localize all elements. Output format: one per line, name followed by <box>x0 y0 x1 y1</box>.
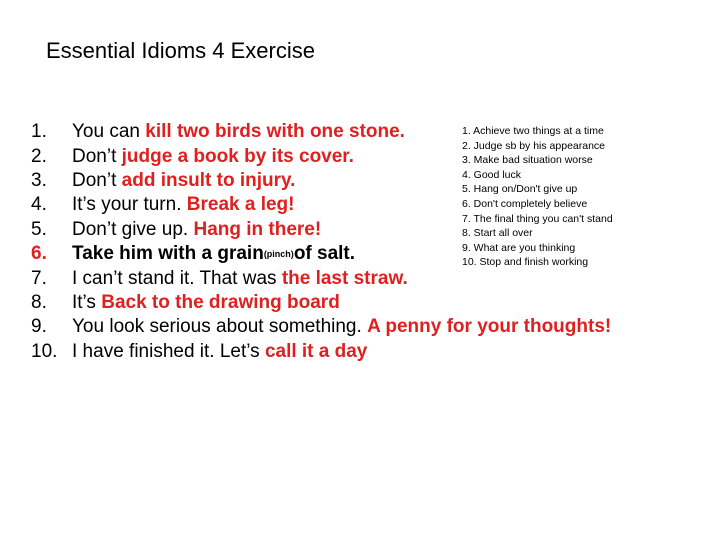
item-number: 7. <box>31 267 47 289</box>
item-number: 9. <box>31 316 47 338</box>
sentence-text: It’s <box>72 291 96 313</box>
idiom-text: of salt. <box>293 243 356 265</box>
exercise-item <box>31 291 611 315</box>
page-title: Essential Idioms 4 Exercise <box>46 38 315 63</box>
exercise-item <box>31 266 611 290</box>
idiom-highlight: add insult to injury. <box>121 169 296 191</box>
answer-item: 4. Good luck <box>462 168 521 181</box>
answer-item: 7. The final thing you can't stand <box>462 212 613 225</box>
answer-item: 8. Start all over <box>462 227 533 240</box>
item-number: 5. <box>31 218 47 240</box>
idiom-highlight: Break a leg! <box>186 194 295 216</box>
item-number: 6. <box>31 243 47 265</box>
sentence-text: Don’t <box>72 145 117 167</box>
answer-item: 10. Stop and finish working <box>462 256 589 269</box>
exercise-item <box>31 315 611 339</box>
item-number: 3. <box>31 169 47 191</box>
sentence-text: Don’t give up. <box>72 218 189 240</box>
sentence-text: I can’t stand it. That was <box>72 267 277 289</box>
sentence-text: You can <box>72 121 140 143</box>
item-number: 10. <box>31 340 58 362</box>
sentence-text: I have finished it. Let’s <box>72 340 260 362</box>
item-number: 1. <box>31 121 47 143</box>
idiom-highlight: Back to the drawing board <box>101 291 340 313</box>
idiom-highlight: Hang in there! <box>193 218 322 240</box>
idiom-highlight: the last straw. <box>281 267 408 289</box>
sentence-text: You look serious about something. <box>72 316 362 338</box>
answer-item: 1. Achieve two things at a time <box>462 125 604 137</box>
item-number: 4. <box>31 194 47 216</box>
idiom-highlight: kill two birds with one stone. <box>145 121 405 143</box>
sentence-text: It’s your turn. <box>72 194 182 216</box>
idiom-highlight: judge a book by its cover. <box>121 145 354 167</box>
item-number: 8. <box>31 291 47 313</box>
exercise-item <box>31 340 611 364</box>
idiom-highlight: call it a day <box>264 340 368 362</box>
idiom-note: (pinch) <box>263 249 294 260</box>
answer-item: 3. Make bad situation worse <box>462 154 593 167</box>
answer-item: 5. Hang on/Don't give up <box>462 183 578 196</box>
idiom-text: Take him with a grain <box>72 243 264 265</box>
item-number: 2. <box>31 145 47 167</box>
answer-item: 9. What are you thinking <box>462 241 576 254</box>
idiom-highlight: A penny for your thoughts! <box>367 316 612 338</box>
answer-key <box>462 124 613 270</box>
answer-item: 6. Don't completely believe <box>462 197 588 210</box>
sentence-text: Don’t <box>72 169 117 191</box>
answer-item: 2. Judge sb by his appearance <box>462 139 606 152</box>
